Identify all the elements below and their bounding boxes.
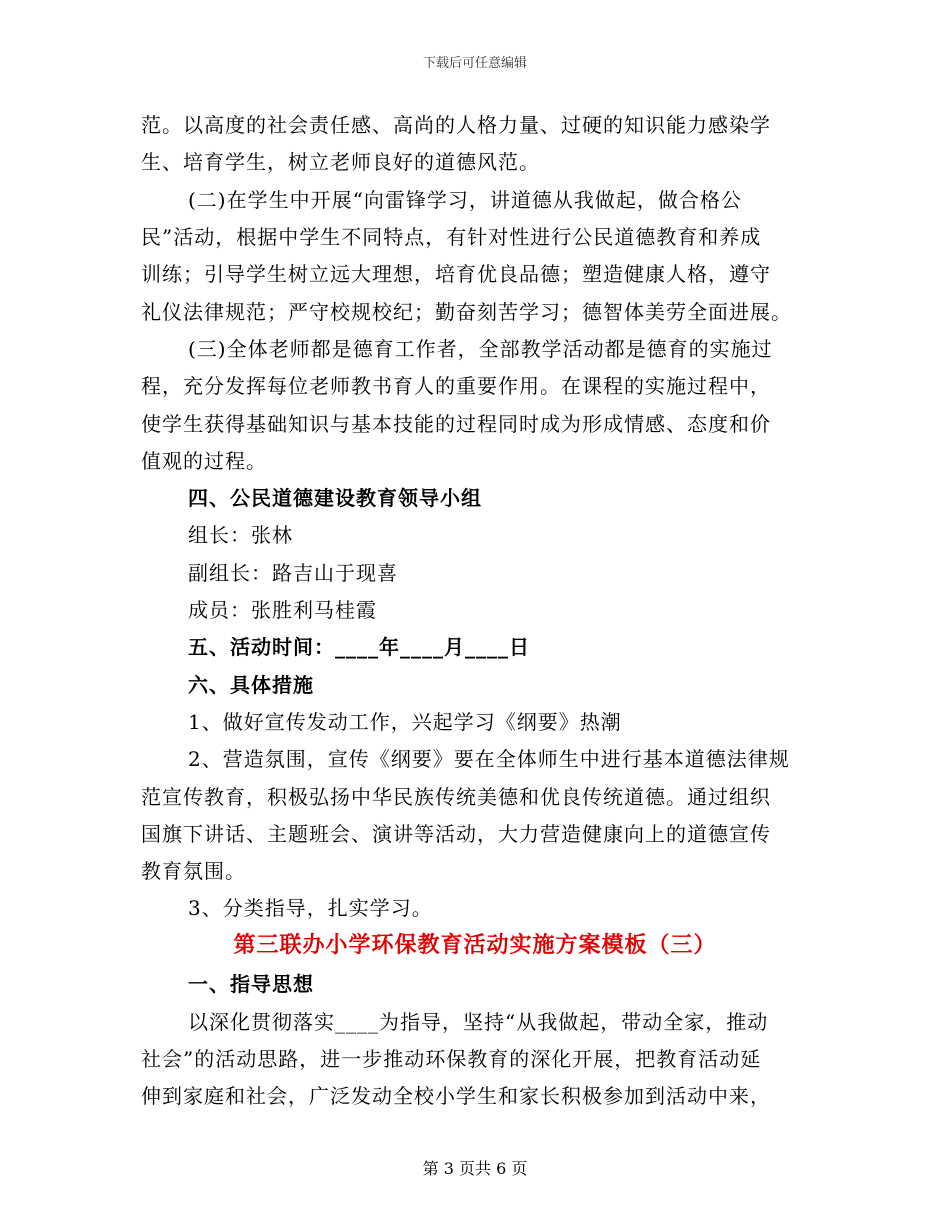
leader-line: 组长：张林: [188, 523, 293, 547]
paragraph-line: 使学生获得基础知识与基本技能的过程同时成为形成情感、态度和价: [141, 412, 771, 436]
page-footer: 第 3 页共 6 页: [422, 1159, 528, 1178]
paragraph-line: 国旗下讲话、主题班会、演讲等活动，大力营造健康向上的道德宣传: [141, 822, 771, 846]
paragraph-line: 民”活动，根据中学生不同特点，有针对性进行公民道德教育和养成: [141, 225, 762, 249]
list-item: 1、做好宣传发动工作，兴起学习《纲要》热潮: [188, 710, 622, 734]
paragraph-line: 范。以高度的社会责任感、高尚的人格力量、过硬的知识能力感染学: [141, 113, 771, 137]
paragraph-line: 礼仪法律规范；严守校规校纪；勤奋刻苦学习；德智体美劳全面进展。: [141, 300, 792, 324]
paragraph-line: 教育氛围。: [141, 859, 246, 883]
section-heading: 六、具体措施: [188, 673, 314, 697]
vice-leader-line: 副组长：路吉山于现喜: [188, 561, 398, 585]
section-heading: 四、公民道德建设教育领导小组: [188, 486, 482, 510]
paragraph-line: 程，充分发挥每位老师教书育人的重要作用。在课程的实施过程中，: [141, 374, 771, 398]
paragraph-line: 训练；引导学生树立远大理想，培育优良品德；塑造健康人格，遵守: [141, 262, 771, 286]
paragraph-line: (二)在学生中开展“向雷锋学习，讲道德从我做起，做合格公: [188, 188, 742, 212]
members-line: 成员：张胜利马桂霞: [188, 598, 377, 622]
list-item: 2、营造氛围，宣传《纲要》要在全体师生中进行基本道德法律规: [188, 747, 790, 771]
paragraph-line: 社会”的活动思路，进一步推动环保教育的深化开展，把教育活动延: [141, 1047, 762, 1071]
paragraph-line: 伸到家庭和社会，广泛发动全校小学生和家长积极参加到活动中来，: [141, 1084, 771, 1108]
paragraph-line: 生、培育学生，树立老师良好的道德风范。: [141, 150, 540, 174]
page-header: 下载后可任意编辑: [422, 56, 527, 71]
section-heading: 一、指导思想: [188, 972, 314, 996]
paragraph-line: (三)全体老师都是德育工作者，全部教学活动都是德育的实施过: [188, 337, 773, 361]
paragraph-line: 范宣传教育，积极弘扬中华民族传统美德和优良传统道德。通过组织: [141, 785, 771, 809]
list-item: 3、分类指导，扎实学习。: [188, 896, 433, 920]
paragraph-line: 值观的过程。: [141, 449, 267, 473]
document-title: 第三联办小学环保教育活动实施方案模板（三）: [233, 932, 717, 958]
paragraph-line: 以深化贯彻落实____为指导，坚持“从我做起，带动全家，推动: [188, 1010, 769, 1034]
section-heading: 五、活动时间：____年____月____日: [188, 635, 530, 659]
